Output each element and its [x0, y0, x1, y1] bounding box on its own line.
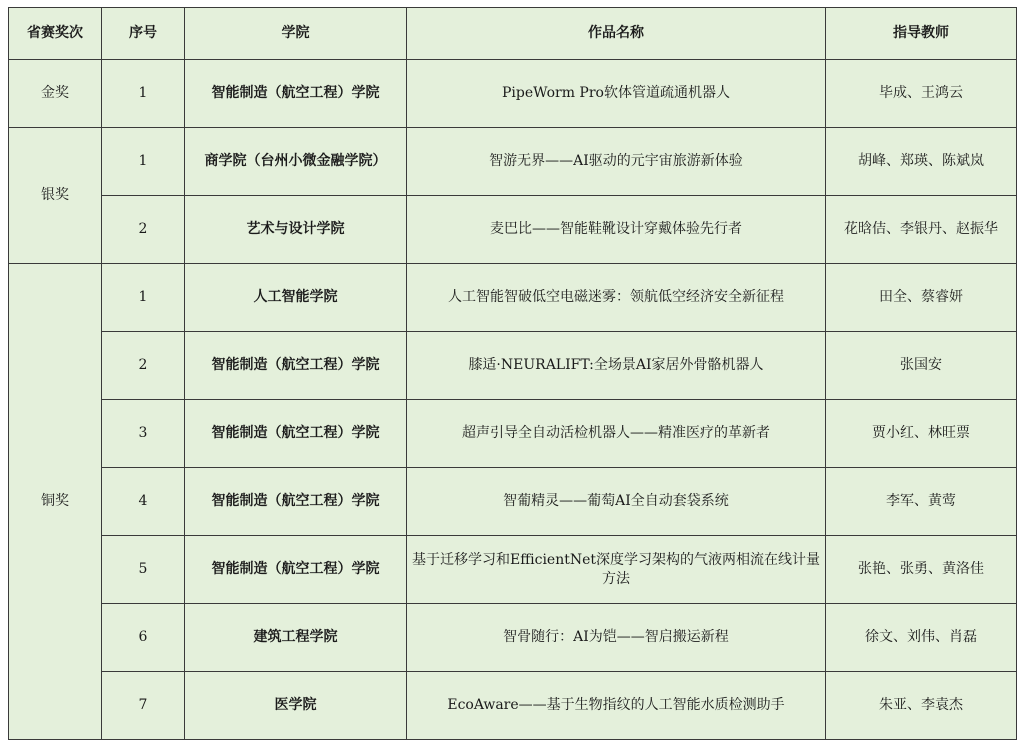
award-cell-gold: 金奖 [9, 60, 102, 128]
header-award: 省赛奖次 [9, 8, 102, 60]
seq-cell: 1 [102, 60, 185, 128]
teacher-cell: 朱亚、李袁杰 [826, 672, 1017, 740]
college-cell: 智能制造（航空工程）学院 [185, 536, 407, 604]
table-row [9, 400, 1017, 468]
header-work: 作品名称 [407, 8, 826, 60]
table-row [9, 672, 1017, 740]
awards-table [8, 7, 1017, 740]
work-cell: 智葡精灵——葡萄AI全自动套袋系统 [407, 468, 826, 536]
table-row [9, 128, 1017, 196]
teacher-cell: 李军、黄莺 [826, 468, 1017, 536]
seq-cell: 1 [102, 264, 185, 332]
header-college: 学院 [185, 8, 407, 60]
college-cell: 商学院（台州小微金融学院） [185, 128, 407, 196]
award-cell-silver: 银奖 [9, 128, 102, 264]
seq-cell: 7 [102, 672, 185, 740]
header-seq: 序号 [102, 8, 185, 60]
award-cell-bronze: 铜奖 [9, 264, 102, 740]
teacher-cell: 张国安 [826, 332, 1017, 400]
teacher-cell: 田全、蔡睿妍 [826, 264, 1017, 332]
work-cell: 智骨随行：AI为铠——智启搬运新程 [407, 604, 826, 672]
college-cell: 艺术与设计学院 [185, 196, 407, 264]
college-cell: 建筑工程学院 [185, 604, 407, 672]
table-row [9, 468, 1017, 536]
college-cell: 智能制造（航空工程）学院 [185, 468, 407, 536]
table-row [9, 332, 1017, 400]
table-row [9, 536, 1017, 604]
table-row [9, 196, 1017, 264]
work-cell: 人工智能智破低空电磁迷雾：领航低空经济安全新征程 [407, 264, 826, 332]
teacher-cell: 毕成、王鸿云 [826, 60, 1017, 128]
teacher-cell: 胡峰、郑瑛、陈斌岚 [826, 128, 1017, 196]
table-row [9, 604, 1017, 672]
teacher-cell: 张艳、张勇、黄洛佳 [826, 536, 1017, 604]
college-cell: 智能制造（航空工程）学院 [185, 332, 407, 400]
teacher-cell: 贾小红、林旺票 [826, 400, 1017, 468]
header-teacher: 指导教师 [826, 8, 1017, 60]
table-row [9, 264, 1017, 332]
work-cell: PipeWorm Pro软体管道疏通机器人 [407, 60, 826, 128]
college-cell: 医学院 [185, 672, 407, 740]
work-cell: 基于迁移学习和EfficientNet深度学习架构的气液两相流在线计量方法 [407, 536, 826, 604]
college-cell: 人工智能学院 [185, 264, 407, 332]
seq-cell: 2 [102, 196, 185, 264]
table-row [9, 60, 1017, 128]
seq-cell: 6 [102, 604, 185, 672]
seq-cell: 3 [102, 400, 185, 468]
teacher-cell: 花晗佶、李银丹、赵振华 [826, 196, 1017, 264]
header-row [9, 8, 1017, 60]
work-cell: EcoAware——基于生物指纹的人工智能水质检测助手 [407, 672, 826, 740]
college-cell: 智能制造（航空工程）学院 [185, 60, 407, 128]
seq-cell: 4 [102, 468, 185, 536]
work-cell: 超声引导全自动活检机器人——精准医疗的革新者 [407, 400, 826, 468]
seq-cell: 1 [102, 128, 185, 196]
work-cell: 智游无界——AI驱动的元宇宙旅游新体验 [407, 128, 826, 196]
teacher-cell: 徐文、刘伟、肖磊 [826, 604, 1017, 672]
seq-cell: 2 [102, 332, 185, 400]
college-cell: 智能制造（航空工程）学院 [185, 400, 407, 468]
work-cell: 膝适·NEURALIFT:全场景AI家居外骨骼机器人 [407, 332, 826, 400]
work-cell: 麦巴比——智能鞋靴设计穿戴体验先行者 [407, 196, 826, 264]
seq-cell: 5 [102, 536, 185, 604]
